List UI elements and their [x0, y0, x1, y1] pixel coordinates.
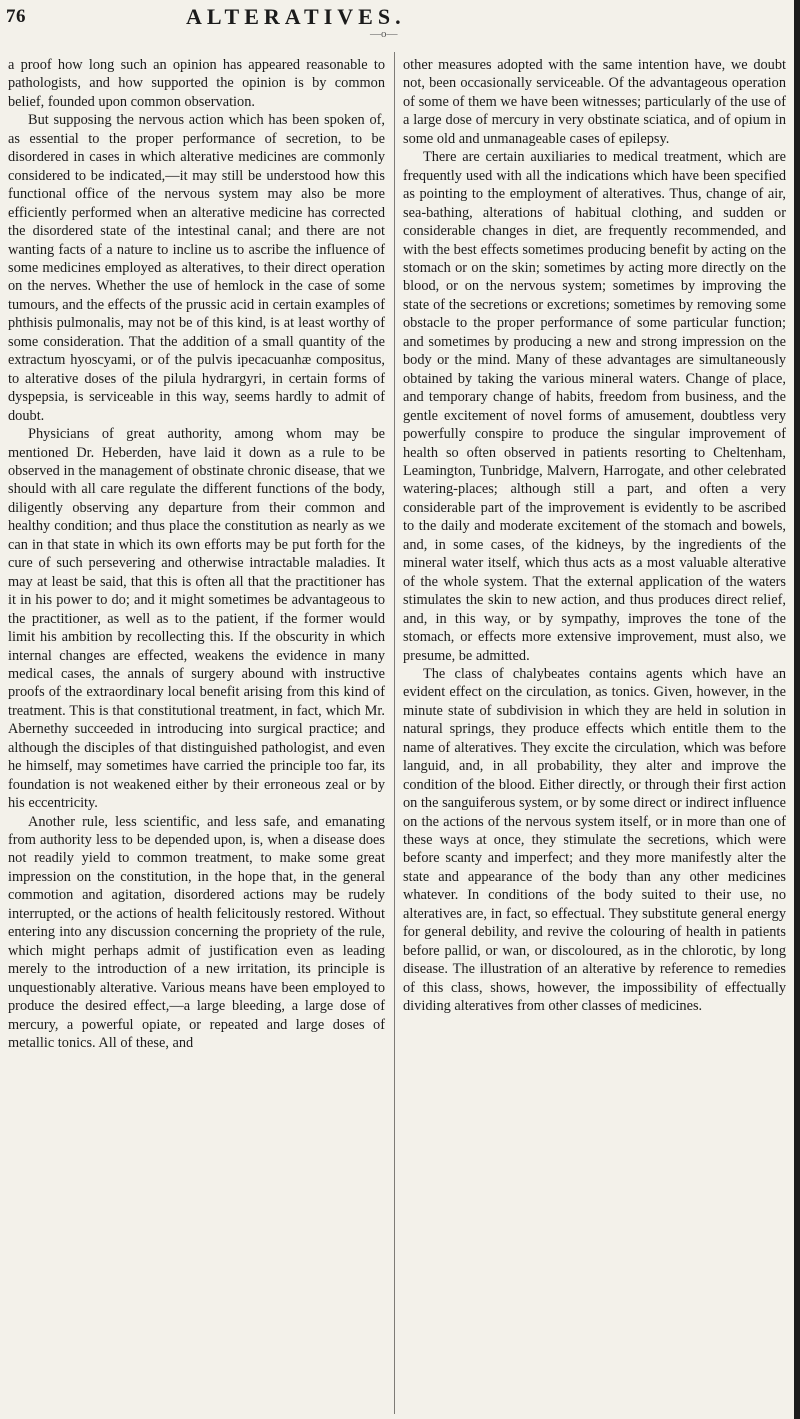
paragraph: Another rule, less scientific, and less safe, and emanating from authority less to be depended upon, is, when a disease does not readily yield to common treatment, to make some great impression on the constitution, in the hope that, in the general commotion and agitation, disordered actions may be rudely interrupted, or the actions of health felicitously restored. Without entering into any discussion concerning the propriety of the rule, which might perhaps admit of justification even as leading merely to the introduction of a new irritation, its principle is unquestionably alterative. Various means have been employed to produce the desired effect,—a large bleeding, a large dose of mercury, a powerful opiate, or repeated and large doses of metallic tonics. All of these, and [8, 813, 385, 1052]
paragraph: a proof how long such an opinion has appeared reasonable to pathologists, and how supported the opinion is by common belief, founded upon common observation. [8, 57, 385, 110]
page-edge-shadow [794, 0, 800, 1419]
page-number: 76 [6, 6, 26, 27]
paragraph: The class of chalybeates contains agents which have an evident effect on the circulation, as tonics. Given, however, in the minute state of subdivision in which they are held in solution in natural springs, they produce effects which entitle them to the name of alteratives. They excite the circulation, which was before languid, and, in all probability, they alter and improve the condition of the blood. Either directly, or through their first action on the sanguiferous system, or by some direct or indirect influence on the actions of the nervous system itself, or in more than one of these ways at once, they stimulate the secretions, which were before scanty and imperfect; and they more manifestly alter the state and appearance of the body than any other medicines whatever. In conditions of the body suited to their use, no alteratives are, in fact, so effectual. They substitute general energy for general debility, and revive the colouring of health in patients before pallid, or wan, or discoloured, as in the chlorotic, by long disease. The illustration of an alterative by reference to remedies of this class, shows, however, the impossibility of effectually dividing alteratives from other classes of medicines. [403, 665, 786, 1015]
column-divider [394, 52, 395, 1414]
paragraph: There are certain auxiliaries to medical treatment, which are frequently used with all the indications which have been specified as pointing to the employment of alteratives. Thus, change of air, sea-bathing, alterations of habitual clothing, and sudden or considerable changes in diet, are frequently recommended, and with the best effects sometimes producing benefit by acting on the stomach or on the skin; sometimes by acting more directly on the blood, or on the nervous system; sometimes by improving the state of the secretions or excretions; sometimes by removing some obstacle to the proper performance of some particular function; and sometimes by producing a new and strong impression on the body or the mind. Many of these advantages are simultaneously obtained by taking the various mineral waters. Change of place, and temporary change of habits, freedom from business, and the gentle excitement of novel forms of amusement, doubtless very powerfully conspire to produce the singular improvement of health so often observed in patients resorting to Cheltenham, Leamington, Tunbridge, Malvern, Harrogate, and other celebrated watering-places; although still a part, and often a very considerable part of the improvement is evidently to be ascribed to the daily and moderate excitement of the stomach and bowels, and, in some cases, of the kidneys, by the ingredients of the mineral water itself, which thus acts as a most valuable alterative of the whole system. That the external application of the waters stimulates the skin to new action, and thus produces direct relief, and, in this way, or by sympathy, improves the tone of the stomach, or effects more extensive improvement, must also, we presume, be admitted. [403, 149, 786, 664]
running-title: ALTERATIVES. [186, 4, 406, 29]
paragraph: But supposing the nervous action which has been spoken of, as essential to the proper performance of secretion, to be disordered in cases in which alterative medicines are commonly considered to be indicated,—it may still be understood how this functional office of the nervous system may also be more efficiently performed when an alterative medicine has corrected the disordered state of the intestinal canal; and there are not wanting facts of a nature to incline us to ascribe the influence of some medicines employed as alteratives, to their direct operation on the nerves. Whether the use of hemlock in the case of some tumours, and the effects of the prussic acid in certain examples of phthisis pulmonalis, may not be of this kind, is at least worthy of some consideration. That the addition of a small quantity of the extractum hyoscyami, or of the pulvis ipecacuanhæ compositus, to alterative doses of the pilula hydrargyri, in certain forms of dyspepsia, is serviceable in this way, seems hardly to admit of doubt. [8, 112, 385, 424]
right-column [403, 56, 786, 1016]
header-ornament: —o— [370, 28, 398, 40]
left-column [8, 56, 385, 1052]
paragraph: Physicians of great authority, among whom may be mentioned Dr. Heberden, have laid it down as a rule to be observed in the management of obstinate chronic disease, that we should with all care regulate the different functions of the body, diligently observing any departure from their common and healthy condition; and thus place the constitution as nearly as we can in that state in which its own efforts may be put forth for the cure of such persevering and otherwise intractable maladies. It may at least be said, that this is often all that the practitioner has it in his power to do; and it might sometimes be advantageous to the practitioner, as well as to the patient, if the former would limit his ambition by recollecting this. If the obscurity in which internal changes are effected, weakens the evidence in many medical cases, the annals of surgery abound with instructive proofs of the extraordinary local benefit arising from this kind of treatment. This is that constitutional treatment, in fact, which Mr. Abernethy succeeded in introducing into surgical practice; and although the disciples of that distinguished pathologist, and even he himself, may sometimes have carried the principle too far, its foundation is not weakened either by their erroneous zeal or by his eccentricity. [8, 426, 385, 812]
paragraph: other measures adopted with the same intention have, we doubt not, been occasionally serviceable. Of the advantageous operation of some of them we have been witnesses; particularly of the use of a large dose of mercury in very obstinate sciatica, and of opium in some old and unmanageable cases of epilepsy. [403, 57, 786, 147]
